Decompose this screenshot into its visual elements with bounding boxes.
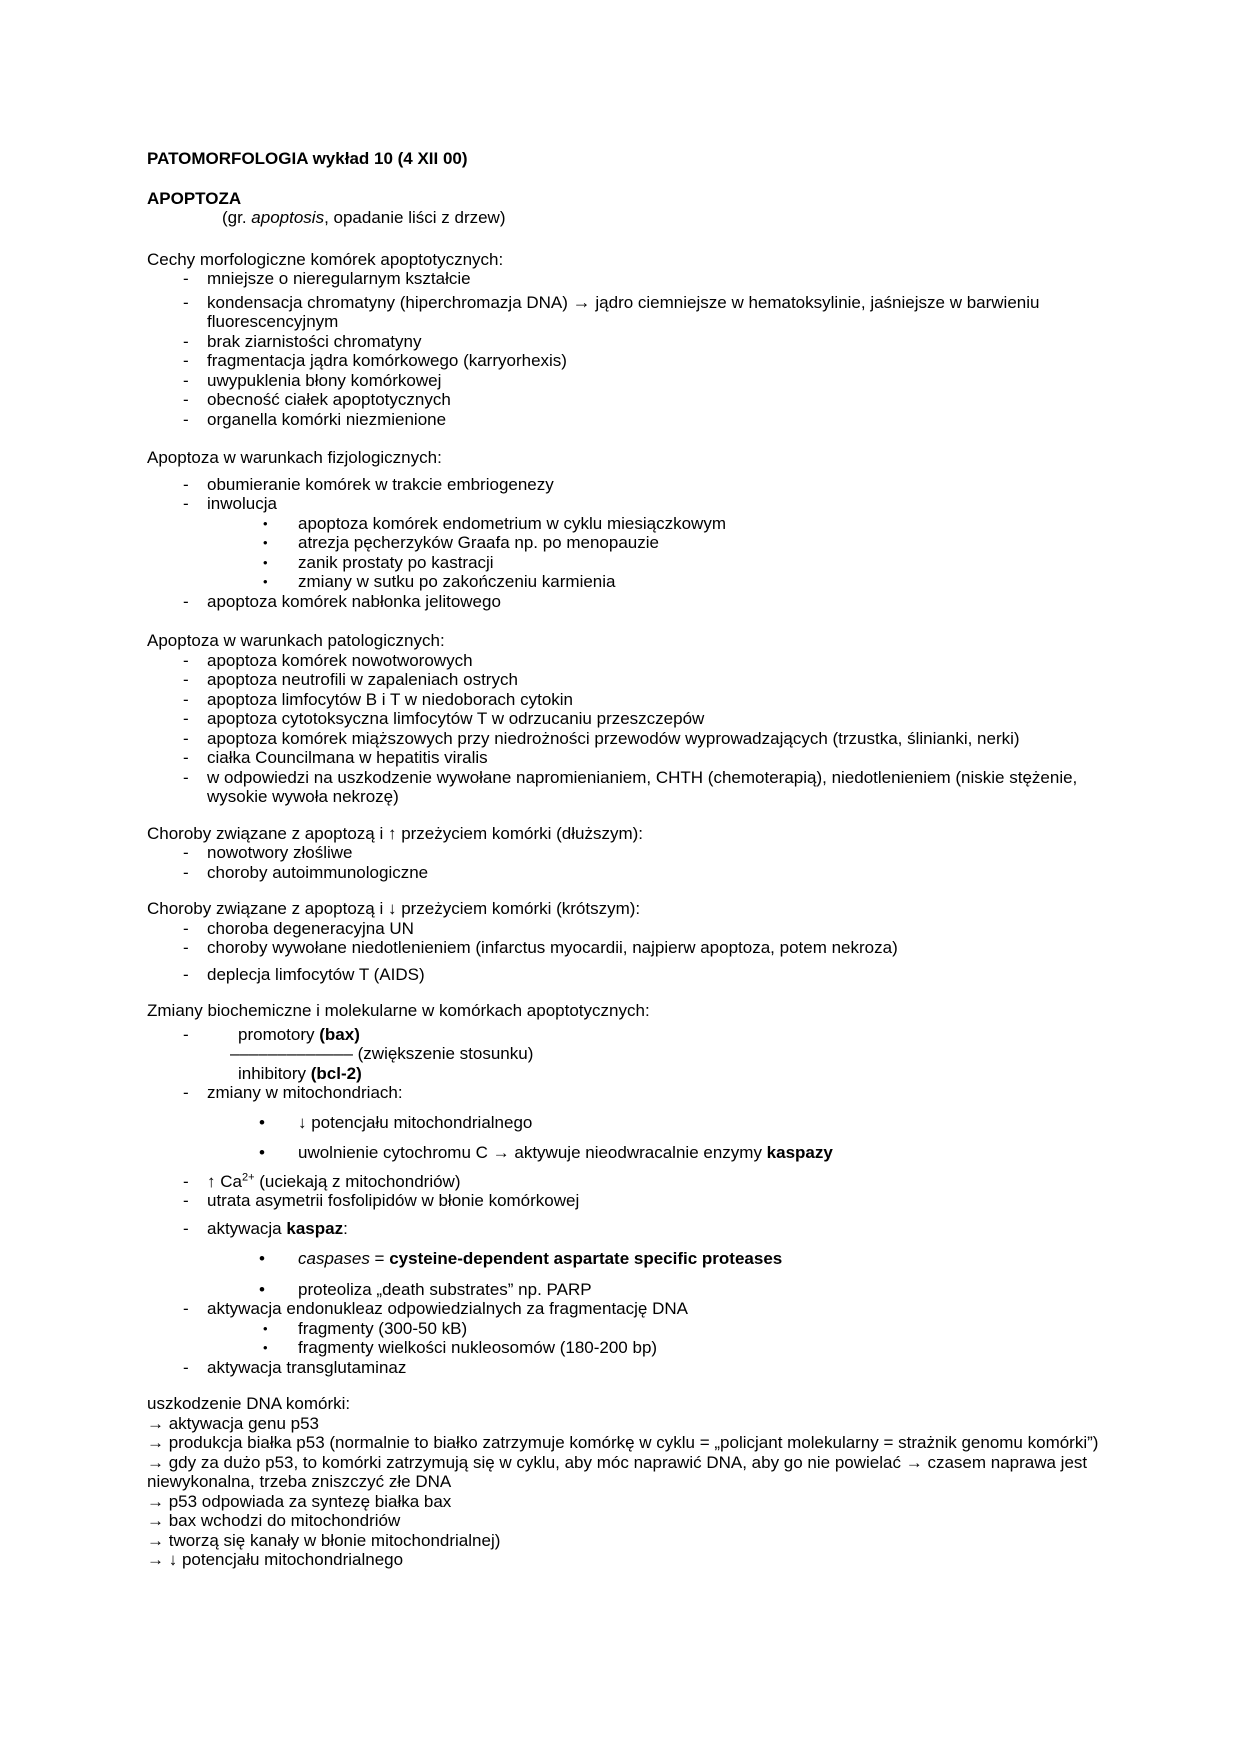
text-run: Apoptoza w warunkach fizjologicznych: bbox=[147, 448, 442, 467]
arrow-line bbox=[147, 1433, 1157, 1453]
text-run: obumieranie komórek w trakcie embriogenezy bbox=[207, 474, 554, 494]
right-arrow-icon: → bbox=[147, 1433, 164, 1452]
arrow-line bbox=[147, 1453, 1157, 1492]
bullet-list-item bbox=[147, 1338, 1157, 1358]
bullet-marker: • bbox=[263, 515, 268, 531]
dash-marker: - bbox=[183, 1191, 189, 1210]
text-run: (uciekają z mitochondriów) bbox=[254, 1171, 461, 1191]
text-run: choroba degeneracyjna UN bbox=[207, 918, 414, 938]
text-run: fragmenty wielkości nukleosomów (180-200 bp) bbox=[298, 1338, 658, 1357]
dash-list-item bbox=[147, 863, 1157, 883]
dash-marker: - bbox=[183, 670, 189, 689]
dash-marker: - bbox=[183, 269, 189, 288]
dash-list-item bbox=[147, 494, 1157, 514]
dash-list-item bbox=[147, 390, 1157, 410]
section-heading bbox=[147, 250, 1157, 270]
right-arrow-icon: → bbox=[905, 1452, 923, 1472]
bullet-marker: • bbox=[263, 1340, 268, 1355]
text-run: apoptoza limfocytów B i T w niedoborach cytokin bbox=[207, 689, 574, 709]
text-run: brak ziarnistości chromatyny bbox=[207, 331, 422, 351]
text-run: fluorescencyjnym bbox=[207, 312, 339, 331]
arrow-line bbox=[147, 1492, 1157, 1512]
dash-list-item bbox=[147, 1191, 1157, 1211]
bullet-marker: • bbox=[259, 1249, 265, 1268]
dash-marker: - bbox=[183, 1083, 189, 1102]
dash-list-item bbox=[147, 269, 1157, 289]
dash-list-item bbox=[147, 768, 1157, 807]
dash-list-item bbox=[147, 843, 1157, 863]
text-run: ciałka Councilmana w hepatitis viralis bbox=[207, 748, 488, 767]
right-arrow-icon: → bbox=[572, 291, 591, 312]
dash-marker: - bbox=[183, 748, 189, 767]
dash-list-item bbox=[147, 1219, 1157, 1239]
bullet-marker: • bbox=[263, 554, 268, 570]
bullet-list-item bbox=[147, 1280, 1157, 1300]
text-run: deplecja limfocytów T (AIDS) bbox=[207, 964, 425, 984]
section-heading bbox=[147, 899, 1157, 919]
text-run: kaspazy bbox=[766, 1143, 833, 1162]
text-run: proteoliza „death substrates” np. PARP bbox=[298, 1279, 592, 1299]
dash-marker: - bbox=[183, 843, 189, 862]
ratio-divider-line bbox=[147, 1044, 1157, 1064]
dash-marker: - bbox=[183, 474, 189, 494]
dash-marker: - bbox=[183, 390, 189, 409]
dash-marker: - bbox=[183, 709, 189, 728]
text-run: uwolnienie cytochromu C bbox=[298, 1143, 493, 1162]
dash-list-item bbox=[147, 1025, 1157, 1045]
right-arrow-icon: → bbox=[147, 1452, 164, 1472]
right-arrow-icon: → bbox=[147, 1413, 164, 1433]
arrow-line bbox=[147, 1414, 1157, 1434]
dash-list-item bbox=[147, 670, 1157, 690]
text-run: gdy za dużo p53, to komórki zatrzymują się w cyklu, aby móc naprawić DNA, aby go nie powielać bbox=[164, 1452, 906, 1472]
bullet-list-item bbox=[147, 572, 1157, 592]
text-run: uszkodzenie DNA komórki: bbox=[147, 1394, 351, 1413]
text-run: apoptoza komórek miąższowych przy niedrożności przewodów wyprowadzających (trzustka, ślinianki, nerki) bbox=[207, 728, 1020, 748]
text-run: fragmentacja jądra komórkowego (karryorhexis) bbox=[207, 351, 567, 370]
dash-marker: - bbox=[183, 1024, 189, 1044]
dash-marker: - bbox=[183, 862, 189, 882]
text-run: cysteine-dependent aspartate specific proteases bbox=[389, 1249, 783, 1268]
bullet-list-item bbox=[147, 1113, 1157, 1133]
text-run: utrata asymetrii fosfolipidów w błonie komórkowej bbox=[207, 1191, 580, 1210]
superscript-text: 2+ bbox=[241, 1170, 255, 1183]
right-arrow-icon: → bbox=[147, 1530, 164, 1550]
dash-marker: - bbox=[183, 331, 189, 351]
bullet-list-item bbox=[147, 1319, 1157, 1339]
dash-list-item bbox=[147, 293, 1157, 332]
text-run: zmiany w mitochondriach: bbox=[207, 1083, 403, 1102]
text-run: kaspaz bbox=[286, 1218, 344, 1238]
dash-marker: - bbox=[183, 1218, 189, 1238]
bullet-list-item bbox=[147, 1143, 1157, 1163]
dash-marker: - bbox=[183, 689, 189, 709]
text-run: inwolucja bbox=[207, 494, 277, 513]
dash-list-item bbox=[147, 332, 1157, 352]
section-heading bbox=[147, 824, 1157, 844]
text-run: apoptoza komórek nabłonka jelitowego bbox=[207, 591, 501, 611]
text-run: choroby autoimmunologiczne bbox=[207, 862, 429, 882]
text-run: ↑ Ca bbox=[207, 1171, 242, 1191]
text-run: czasem naprawa jest bbox=[922, 1452, 1088, 1472]
continuation-line bbox=[147, 1064, 1157, 1084]
text-run: aktywacja bbox=[207, 1218, 287, 1238]
text-run: zanik prostaty po kastracji bbox=[298, 552, 494, 572]
text-run: Zmiany biochemiczne i molekularne w komórkach apoptotycznych: bbox=[147, 1001, 650, 1020]
text-run: aktywacja transglutaminaz bbox=[207, 1357, 407, 1377]
dash-list-item bbox=[147, 651, 1157, 671]
text-run: apoptoza komórek nowotworowych bbox=[207, 650, 473, 670]
dash-list-item bbox=[147, 709, 1157, 729]
bullet-list-item bbox=[147, 1249, 1157, 1269]
dash-list-item bbox=[147, 965, 1157, 985]
text-run: obecność ciałek apoptotycznych bbox=[207, 390, 451, 409]
text-run: apoptosis bbox=[251, 208, 325, 227]
text-run: apoptoza cytotoksyczna limfocytów T w odrzucaniu przeszczepów bbox=[207, 709, 705, 728]
dash-list-item bbox=[147, 919, 1157, 939]
dash-marker: - bbox=[183, 1357, 189, 1377]
text-run: organella komórki niezmienione bbox=[207, 409, 447, 429]
section-heading bbox=[147, 448, 1157, 468]
text-run: (bax) bbox=[319, 1024, 360, 1044]
text-run: : bbox=[343, 1218, 348, 1238]
text-run: (gr. bbox=[222, 208, 252, 227]
text-run: = bbox=[369, 1249, 390, 1268]
text-run: Apoptoza w warunkach patologicznych: bbox=[147, 631, 445, 650]
right-arrow-icon: → bbox=[147, 1511, 164, 1530]
bullet-marker: • bbox=[259, 1112, 265, 1132]
text-run: niewykonalna, trzeba zniszczyć złe DNA bbox=[147, 1472, 452, 1491]
dash-marker: - bbox=[183, 1171, 189, 1191]
text-run: ––––––––––––– (zwiększenie stosunku) bbox=[230, 1044, 534, 1063]
dash-marker: - bbox=[183, 1299, 189, 1318]
dash-list-item bbox=[147, 690, 1157, 710]
text-run: fragmenty (300-50 kB) bbox=[298, 1318, 468, 1338]
text-run: produkcja białka p53 (normalnie to białko zatrzymuje komórkę w cyklu = „policjant molekularny = strażnik genomu komórki”) bbox=[164, 1433, 1099, 1452]
text-run: ↓ potencjału mitochondrialnego bbox=[298, 1112, 533, 1132]
text-run: Cechy morfologiczne komórek apoptotycznych: bbox=[147, 249, 504, 269]
dash-marker: - bbox=[183, 409, 189, 429]
dash-marker: - bbox=[183, 728, 189, 748]
dash-marker: - bbox=[183, 370, 189, 390]
dash-list-item bbox=[147, 1172, 1157, 1192]
text-run: kondensacja chromatyny (hiperchromazja DNA) bbox=[207, 292, 573, 312]
dash-marker: - bbox=[183, 767, 189, 787]
right-arrow-icon: → bbox=[492, 1143, 510, 1162]
dash-list-item bbox=[147, 729, 1157, 749]
text-run: bax wchodzi do mitochondriów bbox=[164, 1511, 401, 1530]
text-run: apoptoza neutrofili w zapaleniach ostrych bbox=[207, 670, 518, 689]
heading-apoptoza bbox=[147, 189, 1157, 209]
dash-list-item bbox=[147, 351, 1157, 371]
text-run: (bcl-2) bbox=[310, 1063, 362, 1083]
text-run: PATOMORFOLOGIA wykład 10 (4 XII 00) bbox=[147, 149, 468, 168]
dash-list-item bbox=[147, 938, 1157, 958]
arrow-line bbox=[147, 1511, 1157, 1531]
section-heading bbox=[147, 631, 1157, 651]
text-run: apoptoza komórek endometrium w cyklu miesiączkowym bbox=[298, 513, 726, 533]
bullet-list-item bbox=[147, 553, 1157, 573]
section-heading bbox=[147, 1001, 1157, 1021]
text-run: choroby wywołane niedotlenieniem (infarctus myocardii, najpierw apoptoza, potem nekroza) bbox=[207, 938, 898, 957]
bullet-list-item bbox=[147, 533, 1157, 553]
dash-list-item bbox=[147, 475, 1157, 495]
dash-marker: - bbox=[183, 650, 189, 670]
dash-list-item bbox=[147, 1358, 1157, 1378]
bullet-marker: • bbox=[263, 535, 268, 550]
section-heading bbox=[147, 1394, 1157, 1414]
bullet-list-item bbox=[147, 514, 1157, 534]
text-run: zmiany w sutku po zakończeniu karmienia bbox=[298, 572, 616, 591]
dash-list-item bbox=[147, 1299, 1157, 1319]
text-run: uwypuklenia błony komórkowej bbox=[207, 370, 442, 390]
arrow-line bbox=[147, 1531, 1157, 1551]
text-run: , opadanie liści z drzew) bbox=[324, 208, 506, 227]
text-run: promotory bbox=[238, 1024, 320, 1044]
dash-marker: - bbox=[183, 591, 189, 611]
text-run: APOPTOZA bbox=[147, 188, 242, 208]
dash-marker: - bbox=[183, 292, 189, 312]
bullet-marker: • bbox=[263, 574, 268, 589]
doc-title bbox=[147, 149, 1157, 169]
right-arrow-icon: → bbox=[147, 1550, 164, 1569]
subtitle-etymology bbox=[147, 208, 1157, 228]
text-run: nowotwory złośliwe bbox=[207, 843, 353, 862]
dash-list-item bbox=[147, 371, 1157, 391]
text-run: Choroby związane z apoptozą i ↓ przeżyciem komórki (krótszym): bbox=[147, 899, 641, 918]
dash-marker: - bbox=[183, 351, 189, 370]
dash-list-item bbox=[147, 410, 1157, 430]
text-run: aktywuje nieodwracalnie enzymy bbox=[509, 1143, 767, 1162]
dash-list-item bbox=[147, 1083, 1157, 1103]
bullet-marker: • bbox=[259, 1279, 265, 1299]
text-run: p53 odpowiada za syntezę białka bax bbox=[164, 1491, 452, 1511]
right-arrow-icon: → bbox=[147, 1491, 164, 1511]
dash-marker: - bbox=[183, 494, 189, 513]
dash-marker: - bbox=[183, 918, 189, 938]
text-run: caspases bbox=[298, 1249, 370, 1268]
dash-list-item bbox=[147, 592, 1157, 612]
dash-marker: - bbox=[183, 938, 189, 957]
text-run: Choroby związane z apoptozą i ↑ przeżyciem komórki (dłuższym): bbox=[147, 823, 644, 843]
document-content bbox=[147, 149, 1157, 1570]
text-run: wysokie wywoła nekrozę) bbox=[207, 787, 399, 806]
bullet-marker: • bbox=[259, 1143, 265, 1162]
text-run: tworzą się kanały w błonie mitochondrialnej) bbox=[164, 1530, 501, 1550]
text-run: ↓ potencjału mitochondrialnego bbox=[164, 1550, 404, 1569]
text-run: w odpowiedzi na uszkodzenie wywołane napromienianiem, CHTH (chemoterapią), niedotlenieniem (niskie stężenie, bbox=[207, 767, 1078, 787]
text-run: aktywacja endonukleaz odpowiedzialnych za fragmentację DNA bbox=[207, 1299, 688, 1318]
dash-list-item bbox=[147, 748, 1157, 768]
text-run: mniejsze o nieregularnym kształcie bbox=[207, 269, 471, 288]
text-run: jądro ciemniejsze w hematoksylinie, jaśniejsze w barwieniu bbox=[590, 292, 1040, 312]
dash-marker: - bbox=[183, 964, 189, 984]
text-run: inhibitory bbox=[238, 1063, 311, 1083]
text-run: atrezja pęcherzyków Graafa np. po menopauzie bbox=[298, 533, 659, 552]
text-run: aktywacja genu p53 bbox=[164, 1413, 319, 1433]
bullet-marker: • bbox=[263, 1320, 268, 1336]
arrow-line bbox=[147, 1550, 1157, 1570]
